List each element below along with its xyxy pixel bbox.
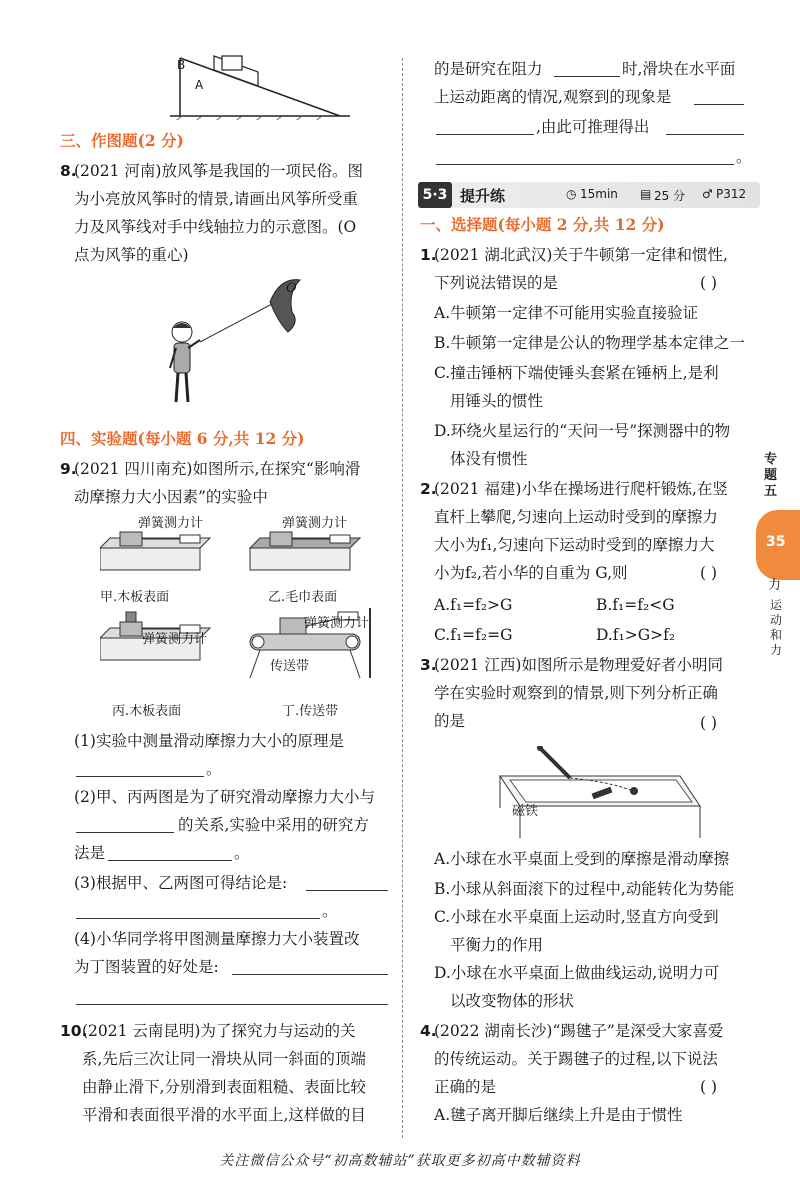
q2-line2: 直杆上攀爬,匀速向上运动时受到的摩擦力 (434, 508, 718, 526)
q10-blank3b[interactable] (436, 148, 734, 165)
q9-blank5b[interactable] (76, 988, 388, 1005)
q8-line4: 点为风筝的重心) (74, 246, 189, 264)
q9-part3-line1: (3)根据甲、乙两图可得结论是: (74, 874, 288, 892)
q1-number: 1. (420, 246, 437, 264)
q3-option-b: B.小球从斜面滚下的过程中,动能转化为势能 (434, 880, 735, 898)
q10-cont-line2: 上运动距离的情况,观察到的现象是 (434, 88, 672, 106)
friction-experiment-figure (100, 528, 380, 688)
q9-part4-line1: (4)小华同学将甲图测量摩擦力大小装置改 (74, 930, 360, 948)
fig-label-bing: 弹簧测力计 (142, 632, 208, 647)
q3-option-a: A.小球在水平桌面上受到的摩擦是滑动摩擦 (434, 850, 730, 868)
q9-part1-end: 。 (206, 760, 222, 778)
answer-page-icon: ♂ (702, 187, 713, 201)
q9-blank1[interactable] (76, 760, 204, 777)
q10-line2: 系,先后三次让同一滑块从同一斜面的顶端 (82, 1050, 366, 1068)
q4-option-a: A.毽子离开脚后继续上升是由于惯性 (434, 1106, 683, 1124)
q10-blank2b[interactable] (436, 118, 534, 135)
caption-ding: 丁.传送带 (282, 704, 339, 719)
q9-part3-end: 。 (322, 902, 338, 920)
fig-label-conveyor: 传送带 (270, 659, 310, 674)
caption-yi: 乙.毛巾表面 (268, 590, 338, 605)
q9-blank4a[interactable] (306, 874, 388, 891)
q2-option-c: C.f₁=f₂=G (434, 626, 513, 644)
q9-blank3[interactable] (108, 844, 232, 861)
q1-option-c2: 用锤头的惯性 (450, 392, 544, 410)
q10-line3: 由静止滑下,分别滑到表面粗糙、表面比较 (82, 1078, 366, 1096)
q9-number: 9. (60, 460, 77, 478)
q3-number: 3. (420, 656, 437, 674)
q8-number: 8. (60, 162, 77, 180)
q2-option-b: B.f₁=f₂<G (596, 596, 675, 614)
q2-option-a: A.f₁=f₂>G (434, 596, 513, 614)
score-icon: ▤ (640, 187, 652, 201)
page-footer: 关注微信公众号“初高数辅站”获取更多初高中数辅资料 (219, 1153, 581, 1169)
section4-title: 四、实验题(每小题 6 分,共 12 分) (60, 429, 305, 448)
q3-line1: (2021 江西)如图所示是物理爱好者小明同 (434, 656, 723, 674)
q10-blank3a[interactable] (666, 118, 744, 135)
clock-icon: ◷ (566, 187, 577, 201)
caption-jia: 甲.木板表面 (100, 590, 170, 605)
section3-title: 三、作图题(2 分) (60, 131, 184, 150)
q1-line1: (2021 湖北武汉)关于牛顿第一定律和惯性, (434, 246, 728, 264)
q2-number: 2. (420, 480, 437, 498)
q10-blank2a[interactable] (694, 88, 744, 105)
q8-line3: 力及风筝线对手中线轴拉力的示意图。(O (74, 218, 357, 236)
q3-line2: 学在实验时观察到的情景,则下列分析正确 (434, 684, 718, 702)
q9-part1: (1)实验中测量滑动摩擦力大小的原理是 (74, 732, 344, 750)
q4-line2: 的传统运动。关于踢毽子的过程,以下说法 (434, 1050, 718, 1068)
side-topic: 专题五 (764, 452, 778, 499)
q2-option-d: D.f₁>G>f₂ (596, 626, 676, 644)
q9-part2-line2: 的关系,实验中采用的研究方 (178, 816, 369, 834)
q9-blank5a[interactable] (232, 958, 388, 975)
q1-option-c1: C.撞击锤柄下端使锤头套紧在锤柄上,是利 (434, 364, 719, 382)
q2-paren: ( ) (700, 564, 718, 582)
q8-line2: 为小亮放风筝时的情景,请画出风筝所受重 (74, 190, 358, 208)
q1-option-b: B.牛顿第一定律是公认的物理学基本定律之一 (434, 334, 745, 352)
q9-blank4b[interactable] (76, 902, 320, 919)
q10-cont-end: 。 (736, 148, 752, 166)
q9-blank2[interactable] (76, 816, 174, 833)
q3-option-d2: 以改变物体的形状 (450, 992, 575, 1010)
magnet-label: 磁铁 (512, 804, 539, 819)
q4-paren: ( ) (700, 1078, 718, 1096)
block-a-label: A (195, 78, 204, 92)
side-subject-b: 运动和力 (770, 598, 783, 657)
q2-line4: 小为f₂,若小华的自重为 G,则 (434, 564, 628, 582)
magnet-ball-figure (490, 746, 720, 842)
q1-line2: 下列说法错误的是 (434, 274, 559, 292)
q9-part2-line1: (2)甲、丙两图是为了研究滑动摩擦力大小与 (74, 788, 375, 806)
q10-cont-line3: ,由此可推理得出 (536, 118, 650, 136)
q3-option-c2: 平衡力的作用 (450, 936, 544, 954)
q9-line2: 动摩擦力大小因素”的实验中 (74, 488, 268, 506)
block-b-label: B (177, 58, 186, 72)
q8-line1: (2021 河南)放风筝是我国的一项民俗。图 (74, 162, 363, 180)
page-number: 35 (766, 534, 786, 550)
fig-label-yi: 弹簧测力计 (282, 516, 348, 531)
caption-bing: 丙.木板表面 (112, 704, 182, 719)
q1-option-a: A.牛顿第一定律不可能用实验直接验证 (434, 304, 699, 322)
section-page: P312 (716, 187, 747, 201)
q9-part2-line3: 法是 (74, 844, 106, 862)
section-title: 提升练 (460, 187, 506, 205)
fig-label-jia: 弹簧测力计 (138, 516, 204, 531)
q9-part4-line2: 为丁图装置的好处是: (74, 958, 219, 976)
q9-line1: (2021 四川南充)如图所示,在探究“影响滑 (74, 460, 361, 478)
q10-line4: 平滑和表面很平滑的水平面上,这样做的目 (82, 1106, 366, 1124)
q10-blank1[interactable] (554, 60, 620, 77)
q3-paren: ( ) (700, 714, 718, 732)
q10-cont-line1a: 的是研究在阻力 (434, 60, 543, 78)
q10-line1: (2021 云南昆明)为了探究力与运动的关 (82, 1022, 356, 1040)
section-badge: 5·3 (418, 182, 452, 208)
column-divider (402, 58, 403, 1138)
q1-option-d2: 体没有惯性 (450, 450, 528, 468)
q4-line3: 正确的是 (434, 1078, 497, 1096)
q9-part2-end: 。 (234, 844, 250, 862)
q2-line3: 大小为f₁,匀速向下运动时受到的摩擦力大 (434, 536, 715, 554)
q1-paren: ( ) (700, 274, 718, 292)
kite-o-label: O (286, 281, 297, 296)
q3-line3: 的是 (434, 712, 466, 730)
q10-number: 10. (60, 1022, 88, 1040)
section-header-bar (418, 182, 760, 208)
q4-number: 4. (420, 1022, 437, 1040)
q10-cont-line1b: 时,滑块在水平面 (622, 60, 736, 78)
q4-line1: (2022 湖南长沙)“踢毽子”是深受大家喜爱 (434, 1022, 724, 1040)
q1-option-d1: D.环绕火星运行的“天问一号”探测器中的物 (434, 422, 731, 440)
section-time: 15min (580, 187, 618, 201)
page-number-tab (756, 510, 800, 580)
fig-label-ding: 弹簧测力计 (304, 616, 370, 631)
q3-option-c1: C.小球在水平桌面上运动时,竖直方向受到 (434, 908, 719, 926)
q2-line1: (2021 福建)小华在操场进行爬杆锻炼,在竖 (434, 480, 728, 498)
section-score: 25 分 (654, 189, 686, 203)
section1-title: 一、选择题(每小题 2 分,共 12 分) (420, 215, 665, 234)
q3-option-d1: D.小球在水平桌面上做曲线运动,说明力可 (434, 964, 720, 982)
side-subject-a: 力 (768, 578, 782, 593)
